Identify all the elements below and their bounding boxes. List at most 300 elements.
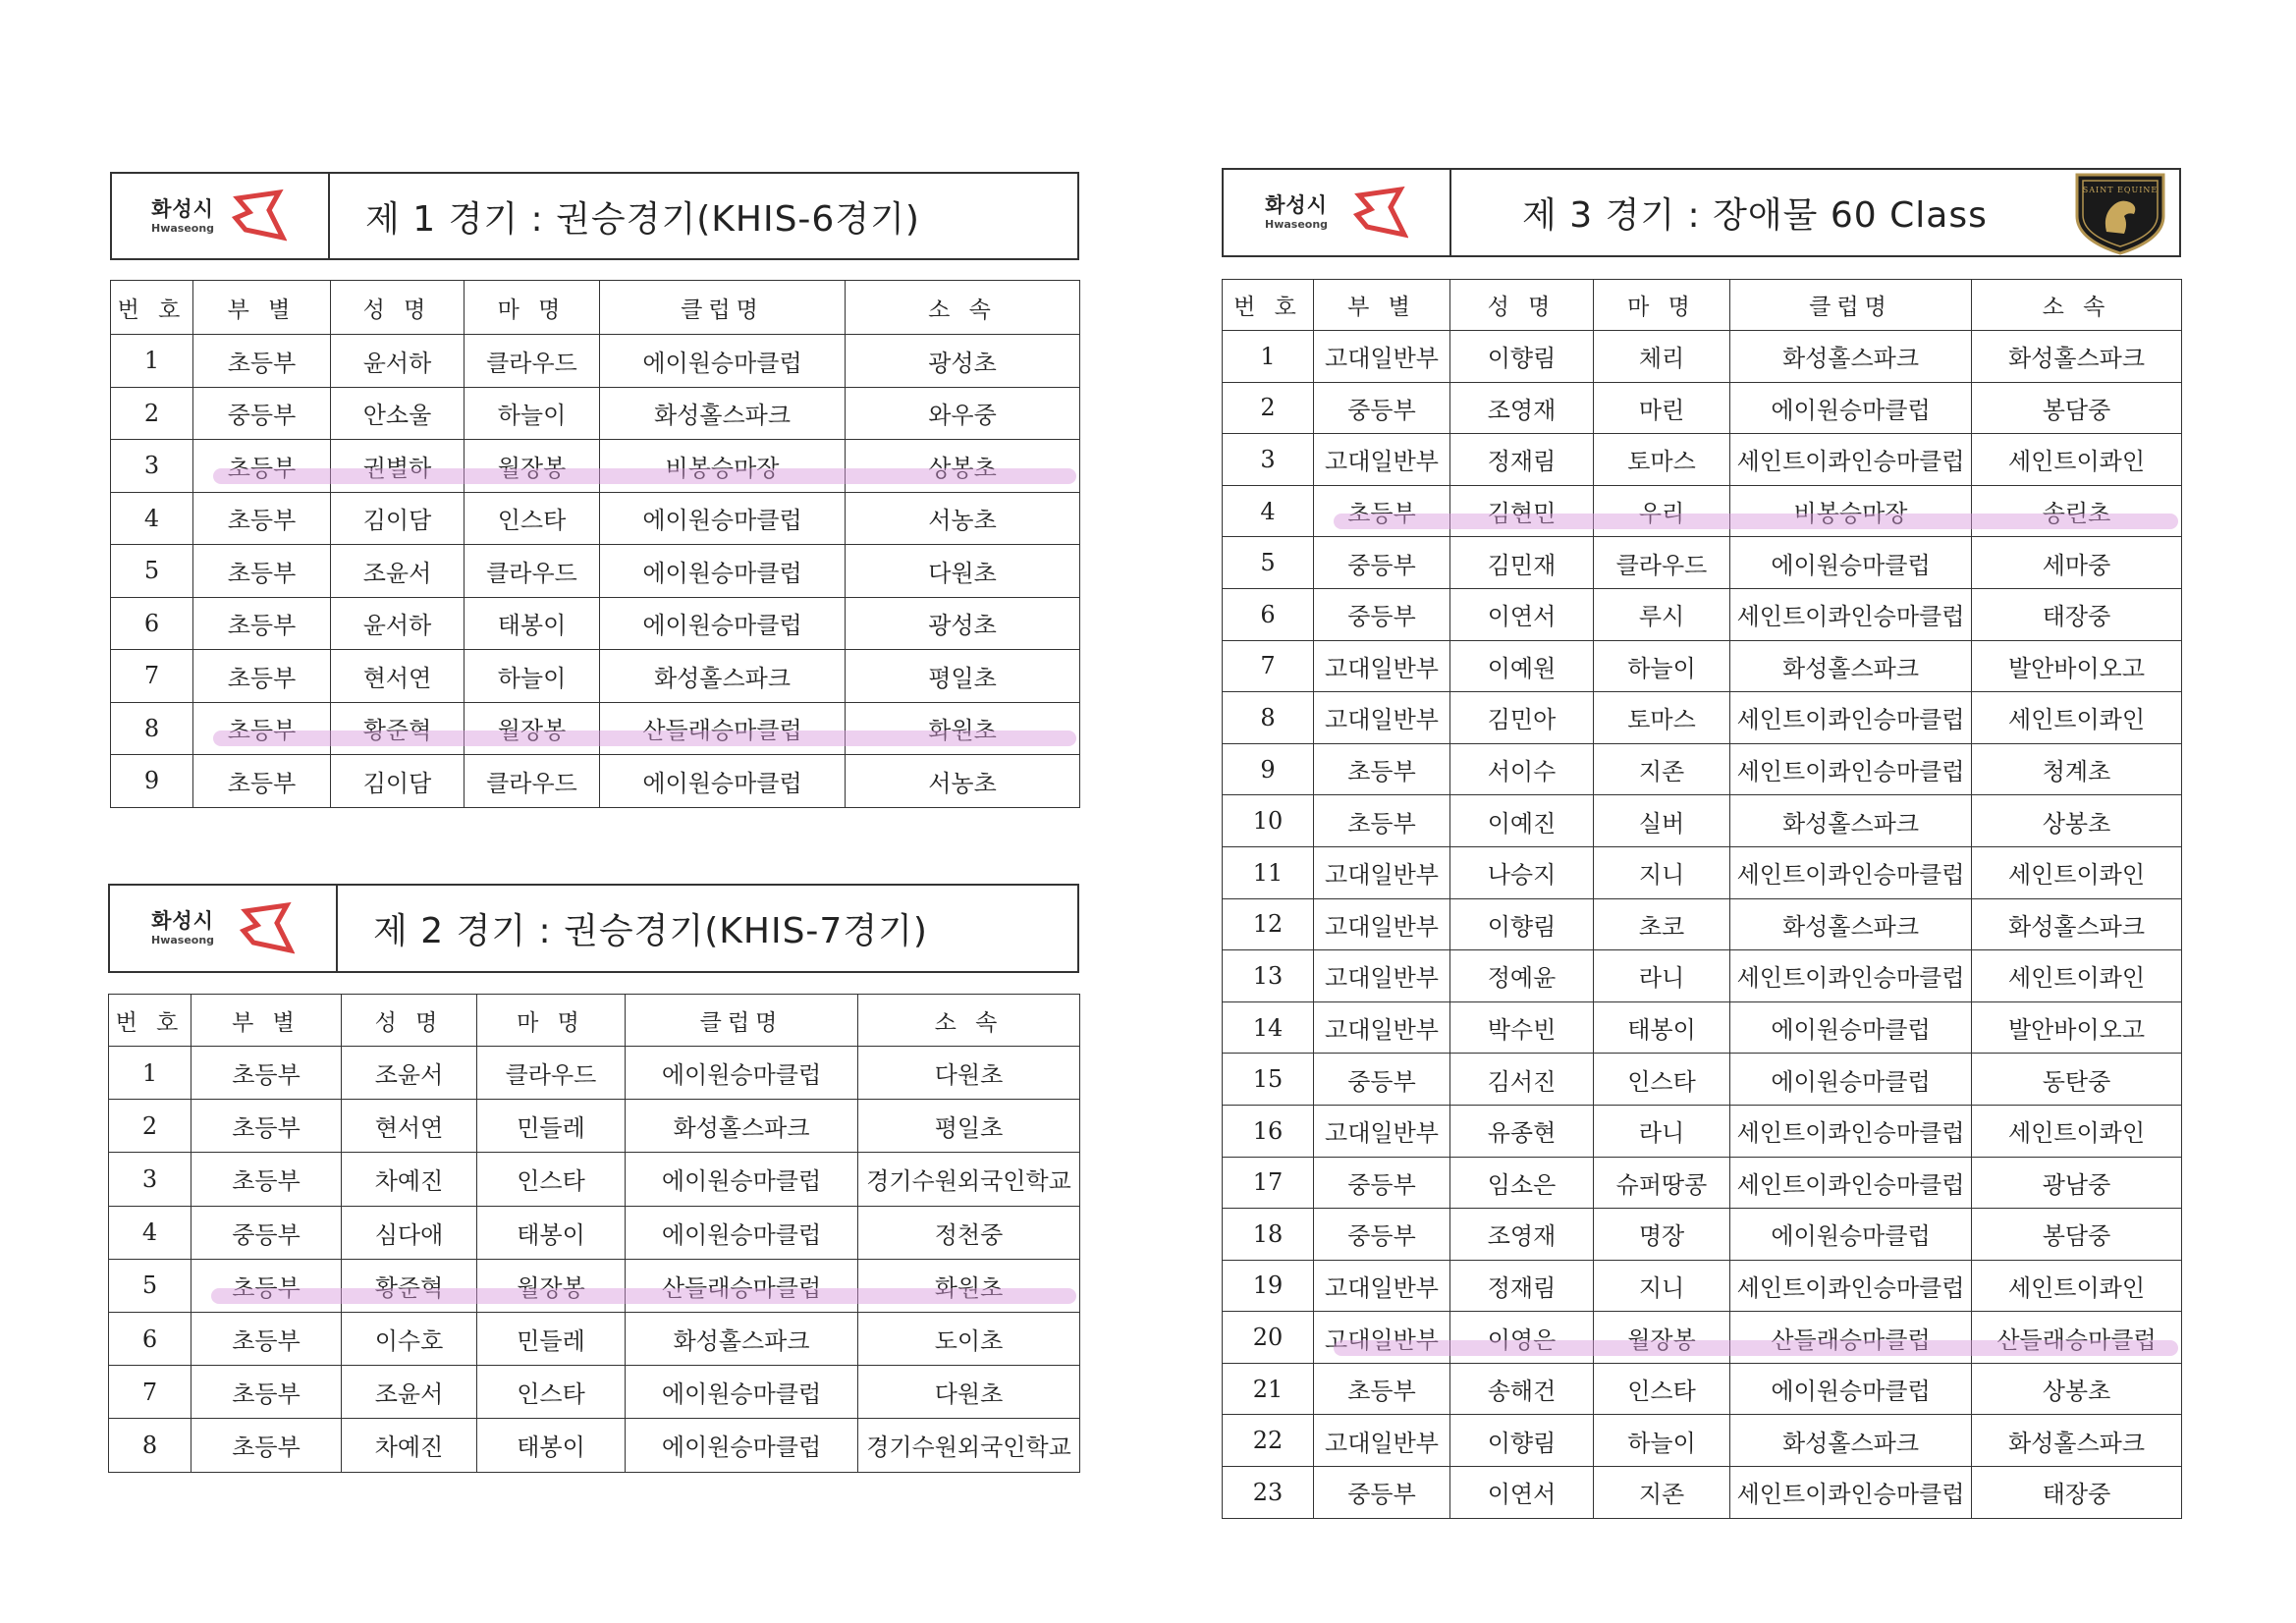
- col-club-header: 클럽명: [600, 281, 846, 335]
- game3-tbody: [1223, 331, 2182, 1519]
- col-name-cell: 윤서하: [331, 597, 465, 650]
- table-row-highlighted: [1223, 485, 2182, 537]
- table-row: [111, 755, 1080, 808]
- col-horse-cell: 클라우드: [1594, 537, 1730, 589]
- col-division-cell: 중등부: [1314, 1467, 1450, 1519]
- col-club-cell: 화성홀스파크: [1730, 795, 1972, 847]
- col-horse-cell: 지니: [1594, 1260, 1730, 1312]
- col-horse-cell: 민들레: [477, 1312, 626, 1365]
- col-division-cell: 초등부: [191, 1259, 342, 1312]
- col-number-cell: 8: [109, 1419, 191, 1472]
- col-affiliation-cell: 세인트이콰인: [1972, 1105, 2182, 1157]
- col-number-header: 번 호: [111, 281, 193, 335]
- table-row: [111, 650, 1080, 703]
- col-club-cell: 에이원승마클럽: [1730, 537, 1972, 589]
- col-number-cell: 20: [1223, 1312, 1314, 1364]
- col-division-cell: 초등부: [191, 1312, 342, 1365]
- col-name-cell: 조윤서: [331, 545, 465, 598]
- col-affiliation-cell: 태장중: [1972, 1467, 2182, 1519]
- col-affiliation-cell: 다원초: [846, 545, 1080, 598]
- col-club-header: 클럽명: [626, 995, 858, 1047]
- col-name-cell: 박수빈: [1450, 1001, 1594, 1054]
- col-number-cell: 4: [109, 1206, 191, 1259]
- col-affiliation-cell: 산들래승마클럽: [1972, 1312, 2182, 1364]
- col-number-cell: 21: [1223, 1363, 1314, 1415]
- col-affiliation-cell: 발안바이오고: [1972, 640, 2182, 692]
- logo-text-en: Hwaseong: [1265, 218, 1329, 231]
- col-club-cell: 에이원승마클럽: [600, 335, 846, 388]
- col-affiliation-cell: 도이초: [858, 1312, 1080, 1365]
- col-name-cell: 현서연: [342, 1100, 477, 1153]
- col-horse-header: 마 명: [477, 995, 626, 1047]
- game3-header: [1222, 168, 2181, 257]
- col-division-header: 부 별: [191, 995, 342, 1047]
- game1-header-row: [111, 281, 1080, 335]
- col-club-cell: 에이원승마클럽: [1730, 1054, 1972, 1106]
- col-number-cell: 9: [1223, 743, 1314, 795]
- col-division-cell: 초등부: [193, 702, 331, 755]
- col-affiliation-cell: 청계초: [1972, 743, 2182, 795]
- col-club-cell: 세인트이콰인승마클럽: [1730, 1467, 1972, 1519]
- hwaseong-logo: [112, 174, 330, 258]
- col-horse-cell: 월장봉: [465, 702, 600, 755]
- table-row: [1223, 743, 2182, 795]
- table-row: [1223, 950, 2182, 1002]
- col-number-cell: 2: [111, 387, 193, 440]
- table-row: [1223, 1467, 2182, 1519]
- col-division-cell: 고대일반부: [1314, 692, 1450, 744]
- col-division-cell: 고대일반부: [1314, 846, 1450, 898]
- col-number-cell: 12: [1223, 898, 1314, 950]
- game2-table: [108, 994, 1080, 1473]
- col-affiliation-cell: 상봉초: [1972, 1363, 2182, 1415]
- col-name-cell: 나승지: [1450, 846, 1594, 898]
- col-name-cell: 조윤서: [342, 1366, 477, 1419]
- col-division-cell: 초등부: [193, 440, 331, 493]
- table-row: [1223, 382, 2182, 434]
- game3-title: [1451, 170, 2179, 255]
- col-division-cell: 고대일반부: [1314, 1105, 1450, 1157]
- col-name-cell: 조윤서: [342, 1047, 477, 1100]
- col-division-cell: 초등부: [191, 1366, 342, 1419]
- col-number-cell: 1: [109, 1047, 191, 1100]
- col-affiliation-cell: 봉담중: [1972, 1209, 2182, 1261]
- col-club-cell: 산들래승마클럽: [600, 702, 846, 755]
- col-horse-cell: 태봉이: [477, 1206, 626, 1259]
- col-number-cell: 18: [1223, 1209, 1314, 1261]
- col-number-cell: 3: [1223, 434, 1314, 486]
- col-name-cell: 조영재: [1450, 382, 1594, 434]
- col-number-cell: 6: [1223, 588, 1314, 640]
- col-name-cell: 이향림: [1450, 1415, 1594, 1467]
- col-club-cell: 에이원승마클럽: [626, 1206, 858, 1259]
- col-club-cell: 에이원승마클럽: [626, 1153, 858, 1206]
- game2-header-row: [109, 995, 1080, 1047]
- col-horse-cell: 우리: [1594, 485, 1730, 537]
- col-club-cell: 세인트이콰인승마클럽: [1730, 692, 1972, 744]
- game3-table: [1222, 279, 2182, 1519]
- table-row: [1223, 1260, 2182, 1312]
- col-number-cell: 14: [1223, 1001, 1314, 1054]
- table-row-highlighted: [109, 1259, 1080, 1312]
- col-affiliation-cell: 세인트이콰인: [1972, 692, 2182, 744]
- col-number-cell: 13: [1223, 950, 1314, 1002]
- table-row: [111, 387, 1080, 440]
- col-club-cell: 세인트이콰인승마클럽: [1730, 1157, 1972, 1209]
- col-name-header: 성 명: [1450, 280, 1594, 331]
- col-affiliation-cell: 세인트이콰인: [1972, 434, 2182, 486]
- col-horse-cell: 체리: [1594, 331, 1730, 383]
- col-club-cell: 비봉승마장: [600, 440, 846, 493]
- table-row: [1223, 692, 2182, 744]
- table-row: [111, 492, 1080, 545]
- col-name-cell: 이연서: [1450, 588, 1594, 640]
- col-name-cell: 정예윤: [1450, 950, 1594, 1002]
- col-division-cell: 고대일반부: [1314, 1415, 1450, 1467]
- col-affiliation-cell: 와우중: [846, 387, 1080, 440]
- col-club-cell: 세인트이콰인승마클럽: [1730, 1105, 1972, 1157]
- col-horse-cell: 명장: [1594, 1209, 1730, 1261]
- col-division-cell: 초등부: [193, 755, 331, 808]
- col-name-cell: 정재림: [1450, 1260, 1594, 1312]
- col-horse-cell: 월장봉: [1594, 1312, 1730, 1364]
- col-number-cell: 5: [1223, 537, 1314, 589]
- col-division-cell: 중등부: [1314, 1157, 1450, 1209]
- col-affiliation-cell: 화성홀스파크: [1972, 898, 2182, 950]
- col-division-cell: 중등부: [193, 387, 331, 440]
- col-name-cell: 이예원: [1450, 640, 1594, 692]
- col-name-cell: 심다애: [342, 1206, 477, 1259]
- col-club-cell: 화성홀스파크: [1730, 331, 1972, 383]
- col-number-cell: 2: [109, 1100, 191, 1153]
- col-name-cell: 이수호: [342, 1312, 477, 1365]
- hwaseong-logo-mark-icon: [1353, 186, 1408, 241]
- col-affiliation-cell: 세인트이콰인: [1972, 846, 2182, 898]
- table-row: [109, 1153, 1080, 1206]
- col-number-cell: 6: [109, 1312, 191, 1365]
- col-affiliation-header: 소 속: [1972, 280, 2182, 331]
- col-number-cell: 1: [1223, 331, 1314, 383]
- col-club-header: 클럽명: [1730, 280, 1972, 331]
- col-club-cell: 에이원승마클럽: [1730, 1001, 1972, 1054]
- col-division-cell: 중등부: [1314, 537, 1450, 589]
- col-affiliation-cell: 광남중: [1972, 1157, 2182, 1209]
- col-affiliation-cell: 화성홀스파크: [1972, 1415, 2182, 1467]
- col-number-cell: 5: [109, 1259, 191, 1312]
- table-row: [111, 335, 1080, 388]
- col-horse-cell: 루시: [1594, 588, 1730, 640]
- hwaseong-logo: [110, 886, 338, 971]
- col-name-cell: 김이담: [331, 755, 465, 808]
- col-division-cell: 고대일반부: [1314, 898, 1450, 950]
- col-affiliation-cell: 평일초: [846, 650, 1080, 703]
- table-row: [1223, 640, 2182, 692]
- col-affiliation-cell: 화원초: [846, 702, 1080, 755]
- hwaseong-logo-mark-icon: [232, 189, 287, 243]
- table-row: [1223, 1001, 2182, 1054]
- col-division-cell: 초등부: [1314, 743, 1450, 795]
- col-name-cell: 이향림: [1450, 331, 1594, 383]
- table-row: [109, 1312, 1080, 1365]
- col-affiliation-cell: 정천중: [858, 1206, 1080, 1259]
- col-number-cell: 7: [111, 650, 193, 703]
- col-horse-cell: 클라우드: [465, 545, 600, 598]
- col-horse-cell: 민들레: [477, 1100, 626, 1153]
- col-affiliation-cell: 화성홀스파크: [1972, 331, 2182, 383]
- col-number-header: 번 호: [1223, 280, 1314, 331]
- col-club-cell: 화성홀스파크: [1730, 640, 1972, 692]
- col-name-cell: 황준혁: [342, 1259, 477, 1312]
- col-name-cell: 송해건: [1450, 1363, 1594, 1415]
- col-name-cell: 안소울: [331, 387, 465, 440]
- col-affiliation-cell: 세인트이콰인: [1972, 1260, 2182, 1312]
- col-horse-cell: 클라우드: [465, 755, 600, 808]
- col-number-cell: 19: [1223, 1260, 1314, 1312]
- col-division-cell: 초등부: [191, 1153, 342, 1206]
- table-row: [1223, 1157, 2182, 1209]
- col-horse-cell: 클라우드: [477, 1047, 626, 1100]
- col-number-cell: 3: [111, 440, 193, 493]
- col-name-cell: 황준혁: [331, 702, 465, 755]
- col-division-cell: 초등부: [193, 545, 331, 598]
- table-row: [1223, 1209, 2182, 1261]
- table-row: [1223, 434, 2182, 486]
- col-name-cell: 윤서하: [331, 335, 465, 388]
- col-club-cell: 산들래승마클럽: [1730, 1312, 1972, 1364]
- col-name-cell: 유종현: [1450, 1105, 1594, 1157]
- col-division-cell: 고대일반부: [1314, 1312, 1450, 1364]
- col-club-cell: 에이원승마클럽: [626, 1419, 858, 1472]
- col-division-cell: 초등부: [1314, 795, 1450, 847]
- col-horse-cell: 하늘이: [465, 387, 600, 440]
- col-number-cell: 1: [111, 335, 193, 388]
- col-number-cell: 4: [111, 492, 193, 545]
- col-club-cell: 에이원승마클럽: [600, 755, 846, 808]
- col-club-cell: 에이원승마클럽: [600, 597, 846, 650]
- col-name-cell: 권별하: [331, 440, 465, 493]
- col-club-cell: 비봉승마장: [1730, 485, 1972, 537]
- table-row: [109, 1206, 1080, 1259]
- table-row: [1223, 898, 2182, 950]
- col-division-cell: 초등부: [1314, 485, 1450, 537]
- col-affiliation-cell: 태장중: [1972, 588, 2182, 640]
- col-name-cell: 임소은: [1450, 1157, 1594, 1209]
- col-horse-cell: 초코: [1594, 898, 1730, 950]
- col-name-cell: 조영재: [1450, 1209, 1594, 1261]
- col-affiliation-cell: 상봉초: [846, 440, 1080, 493]
- col-name-cell: 김현민: [1450, 485, 1594, 537]
- col-number-cell: 23: [1223, 1467, 1314, 1519]
- col-club-cell: 에이원승마클럽: [1730, 1209, 1972, 1261]
- col-name-cell: 이예진: [1450, 795, 1594, 847]
- col-horse-cell: 태봉이: [465, 597, 600, 650]
- table-row-highlighted: [111, 702, 1080, 755]
- col-division-cell: 중등부: [1314, 1054, 1450, 1106]
- col-number-cell: 4: [1223, 485, 1314, 537]
- col-horse-header: 마 명: [1594, 280, 1730, 331]
- table-row: [111, 545, 1080, 598]
- col-horse-cell: 토마스: [1594, 434, 1730, 486]
- col-club-cell: 에이원승마클럽: [626, 1047, 858, 1100]
- col-horse-cell: 인스타: [1594, 1054, 1730, 1106]
- col-division-cell: 초등부: [1314, 1363, 1450, 1415]
- hwaseong-logo-mark-icon: [240, 901, 295, 956]
- col-horse-cell: 하늘이: [1594, 640, 1730, 692]
- col-affiliation-cell: 상봉초: [1972, 795, 2182, 847]
- col-horse-cell: 월장봉: [477, 1259, 626, 1312]
- col-division-cell: 중등부: [1314, 382, 1450, 434]
- col-name-cell: 이연서: [1450, 1467, 1594, 1519]
- col-affiliation-cell: 발안바이오고: [1972, 1001, 2182, 1054]
- col-name-header: 성 명: [331, 281, 465, 335]
- col-club-cell: 에이원승마클럽: [1730, 382, 1972, 434]
- col-club-cell: 화성홀스파크: [600, 387, 846, 440]
- col-horse-cell: 토마스: [1594, 692, 1730, 744]
- col-horse-cell: 지니: [1594, 846, 1730, 898]
- col-affiliation-cell: 서농초: [846, 492, 1080, 545]
- col-horse-cell: 월장봉: [465, 440, 600, 493]
- col-horse-cell: 인스타: [477, 1366, 626, 1419]
- col-affiliation-cell: 다원초: [858, 1047, 1080, 1100]
- col-affiliation-header: 소 속: [846, 281, 1080, 335]
- col-division-cell: 초등부: [191, 1100, 342, 1153]
- col-division-header: 부 별: [1314, 280, 1450, 331]
- logo-text-ko: 화성시: [151, 909, 214, 933]
- table-row: [111, 597, 1080, 650]
- col-club-cell: 화성홀스파크: [1730, 1415, 1972, 1467]
- col-horse-cell: 하늘이: [465, 650, 600, 703]
- col-division-cell: 중등부: [1314, 1209, 1450, 1261]
- col-horse-cell: 하늘이: [1594, 1415, 1730, 1467]
- col-affiliation-cell: 경기수원외국인학교: [858, 1153, 1080, 1206]
- table-row: [109, 1100, 1080, 1153]
- col-horse-cell: 라니: [1594, 1105, 1730, 1157]
- table-row: [1223, 1363, 2182, 1415]
- table-row-highlighted: [111, 440, 1080, 493]
- col-name-header: 성 명: [342, 995, 477, 1047]
- col-division-cell: 중등부: [1314, 588, 1450, 640]
- col-name-cell: 김민아: [1450, 692, 1594, 744]
- col-club-cell: 세인트이콰인승마클럽: [1730, 846, 1972, 898]
- col-number-cell: 3: [109, 1153, 191, 1206]
- table-row-highlighted: [1223, 1312, 2182, 1364]
- col-number-cell: 11: [1223, 846, 1314, 898]
- game1-table: [110, 280, 1080, 808]
- game2-tbody: [109, 1047, 1080, 1473]
- col-division-cell: 초등부: [193, 492, 331, 545]
- col-club-cell: 에이원승마클럽: [600, 545, 846, 598]
- game3-title-text: 제 3 경기 : 장애물 60 Class: [1522, 195, 1988, 236]
- col-club-cell: 세인트이콰인승마클럽: [1730, 950, 1972, 1002]
- game2-header: [108, 884, 1079, 973]
- col-club-cell: 에이원승마클럽: [626, 1366, 858, 1419]
- col-horse-cell: 라니: [1594, 950, 1730, 1002]
- logo-text-en: Hwaseong: [151, 934, 215, 947]
- col-club-cell: 세인트이콰인승마클럽: [1730, 434, 1972, 486]
- col-name-cell: 김민재: [1450, 537, 1594, 589]
- col-number-cell: 7: [1223, 640, 1314, 692]
- col-horse-cell: 실버: [1594, 795, 1730, 847]
- col-club-cell: 에이원승마클럽: [1730, 1363, 1972, 1415]
- col-affiliation-header: 소 속: [858, 995, 1080, 1047]
- table-row: [1223, 588, 2182, 640]
- col-name-cell: 이영은: [1450, 1312, 1594, 1364]
- col-affiliation-cell: 서농초: [846, 755, 1080, 808]
- col-division-cell: 초등부: [193, 335, 331, 388]
- col-horse-cell: 인스타: [477, 1153, 626, 1206]
- col-club-cell: 에이원승마클럽: [600, 492, 846, 545]
- col-horse-cell: 인스타: [1594, 1363, 1730, 1415]
- game1-header: [110, 172, 1079, 260]
- col-affiliation-cell: 세인트이콰인: [1972, 950, 2182, 1002]
- col-number-cell: 8: [1223, 692, 1314, 744]
- logo-text-ko: 화성시: [1265, 193, 1328, 217]
- hwaseong-logo: [1224, 170, 1451, 255]
- col-number-cell: 17: [1223, 1157, 1314, 1209]
- saint-equine-badge-icon: [2069, 169, 2171, 257]
- col-number-cell: 8: [111, 702, 193, 755]
- col-horse-cell: 지존: [1594, 1467, 1730, 1519]
- table-row: [1223, 1105, 2182, 1157]
- col-affiliation-cell: 송린초: [1972, 485, 2182, 537]
- col-name-cell: 차예진: [342, 1153, 477, 1206]
- col-affiliation-cell: 봉담중: [1972, 382, 2182, 434]
- table-row: [1223, 331, 2182, 383]
- col-name-cell: 현서연: [331, 650, 465, 703]
- game1-tbody: [111, 335, 1080, 808]
- table-row: [109, 1047, 1080, 1100]
- col-number-cell: 2: [1223, 382, 1314, 434]
- col-number-header: 번 호: [109, 995, 191, 1047]
- col-affiliation-cell: 경기수원외국인학교: [858, 1419, 1080, 1472]
- col-club-cell: 화성홀스파크: [600, 650, 846, 703]
- col-number-cell: 9: [111, 755, 193, 808]
- col-division-header: 부 별: [193, 281, 331, 335]
- table-row: [1223, 1054, 2182, 1106]
- col-name-cell: 정재림: [1450, 434, 1594, 486]
- col-division-cell: 초등부: [193, 650, 331, 703]
- col-division-cell: 고대일반부: [1314, 331, 1450, 383]
- col-number-cell: 5: [111, 545, 193, 598]
- col-club-cell: 세인트이콰인승마클럽: [1730, 743, 1972, 795]
- col-horse-cell: 인스타: [465, 492, 600, 545]
- table-row: [1223, 537, 2182, 589]
- game3-header-row: [1223, 280, 2182, 331]
- table-row: [1223, 795, 2182, 847]
- col-division-cell: 초등부: [193, 597, 331, 650]
- col-affiliation-cell: 동탄중: [1972, 1054, 2182, 1106]
- table-row: [109, 1419, 1080, 1472]
- col-name-cell: 김서진: [1450, 1054, 1594, 1106]
- col-horse-cell: 지존: [1594, 743, 1730, 795]
- col-number-cell: 15: [1223, 1054, 1314, 1106]
- col-club-cell: 화성홀스파크: [626, 1312, 858, 1365]
- col-affiliation-cell: 광성초: [846, 597, 1080, 650]
- col-horse-cell: 클라우드: [465, 335, 600, 388]
- col-division-cell: 초등부: [191, 1047, 342, 1100]
- col-division-cell: 고대일반부: [1314, 950, 1450, 1002]
- col-horse-header: 마 명: [465, 281, 600, 335]
- col-number-cell: 16: [1223, 1105, 1314, 1157]
- col-number-cell: 22: [1223, 1415, 1314, 1467]
- col-division-cell: 고대일반부: [1314, 1260, 1450, 1312]
- logo-text-en: Hwaseong: [151, 221, 215, 235]
- game1-title: 제 1 경기 : 권승경기(KHIS-6경기): [365, 198, 920, 240]
- col-affiliation-cell: 광성초: [846, 335, 1080, 388]
- table-row: [1223, 1415, 2182, 1467]
- table-row: [1223, 846, 2182, 898]
- table-row: [109, 1366, 1080, 1419]
